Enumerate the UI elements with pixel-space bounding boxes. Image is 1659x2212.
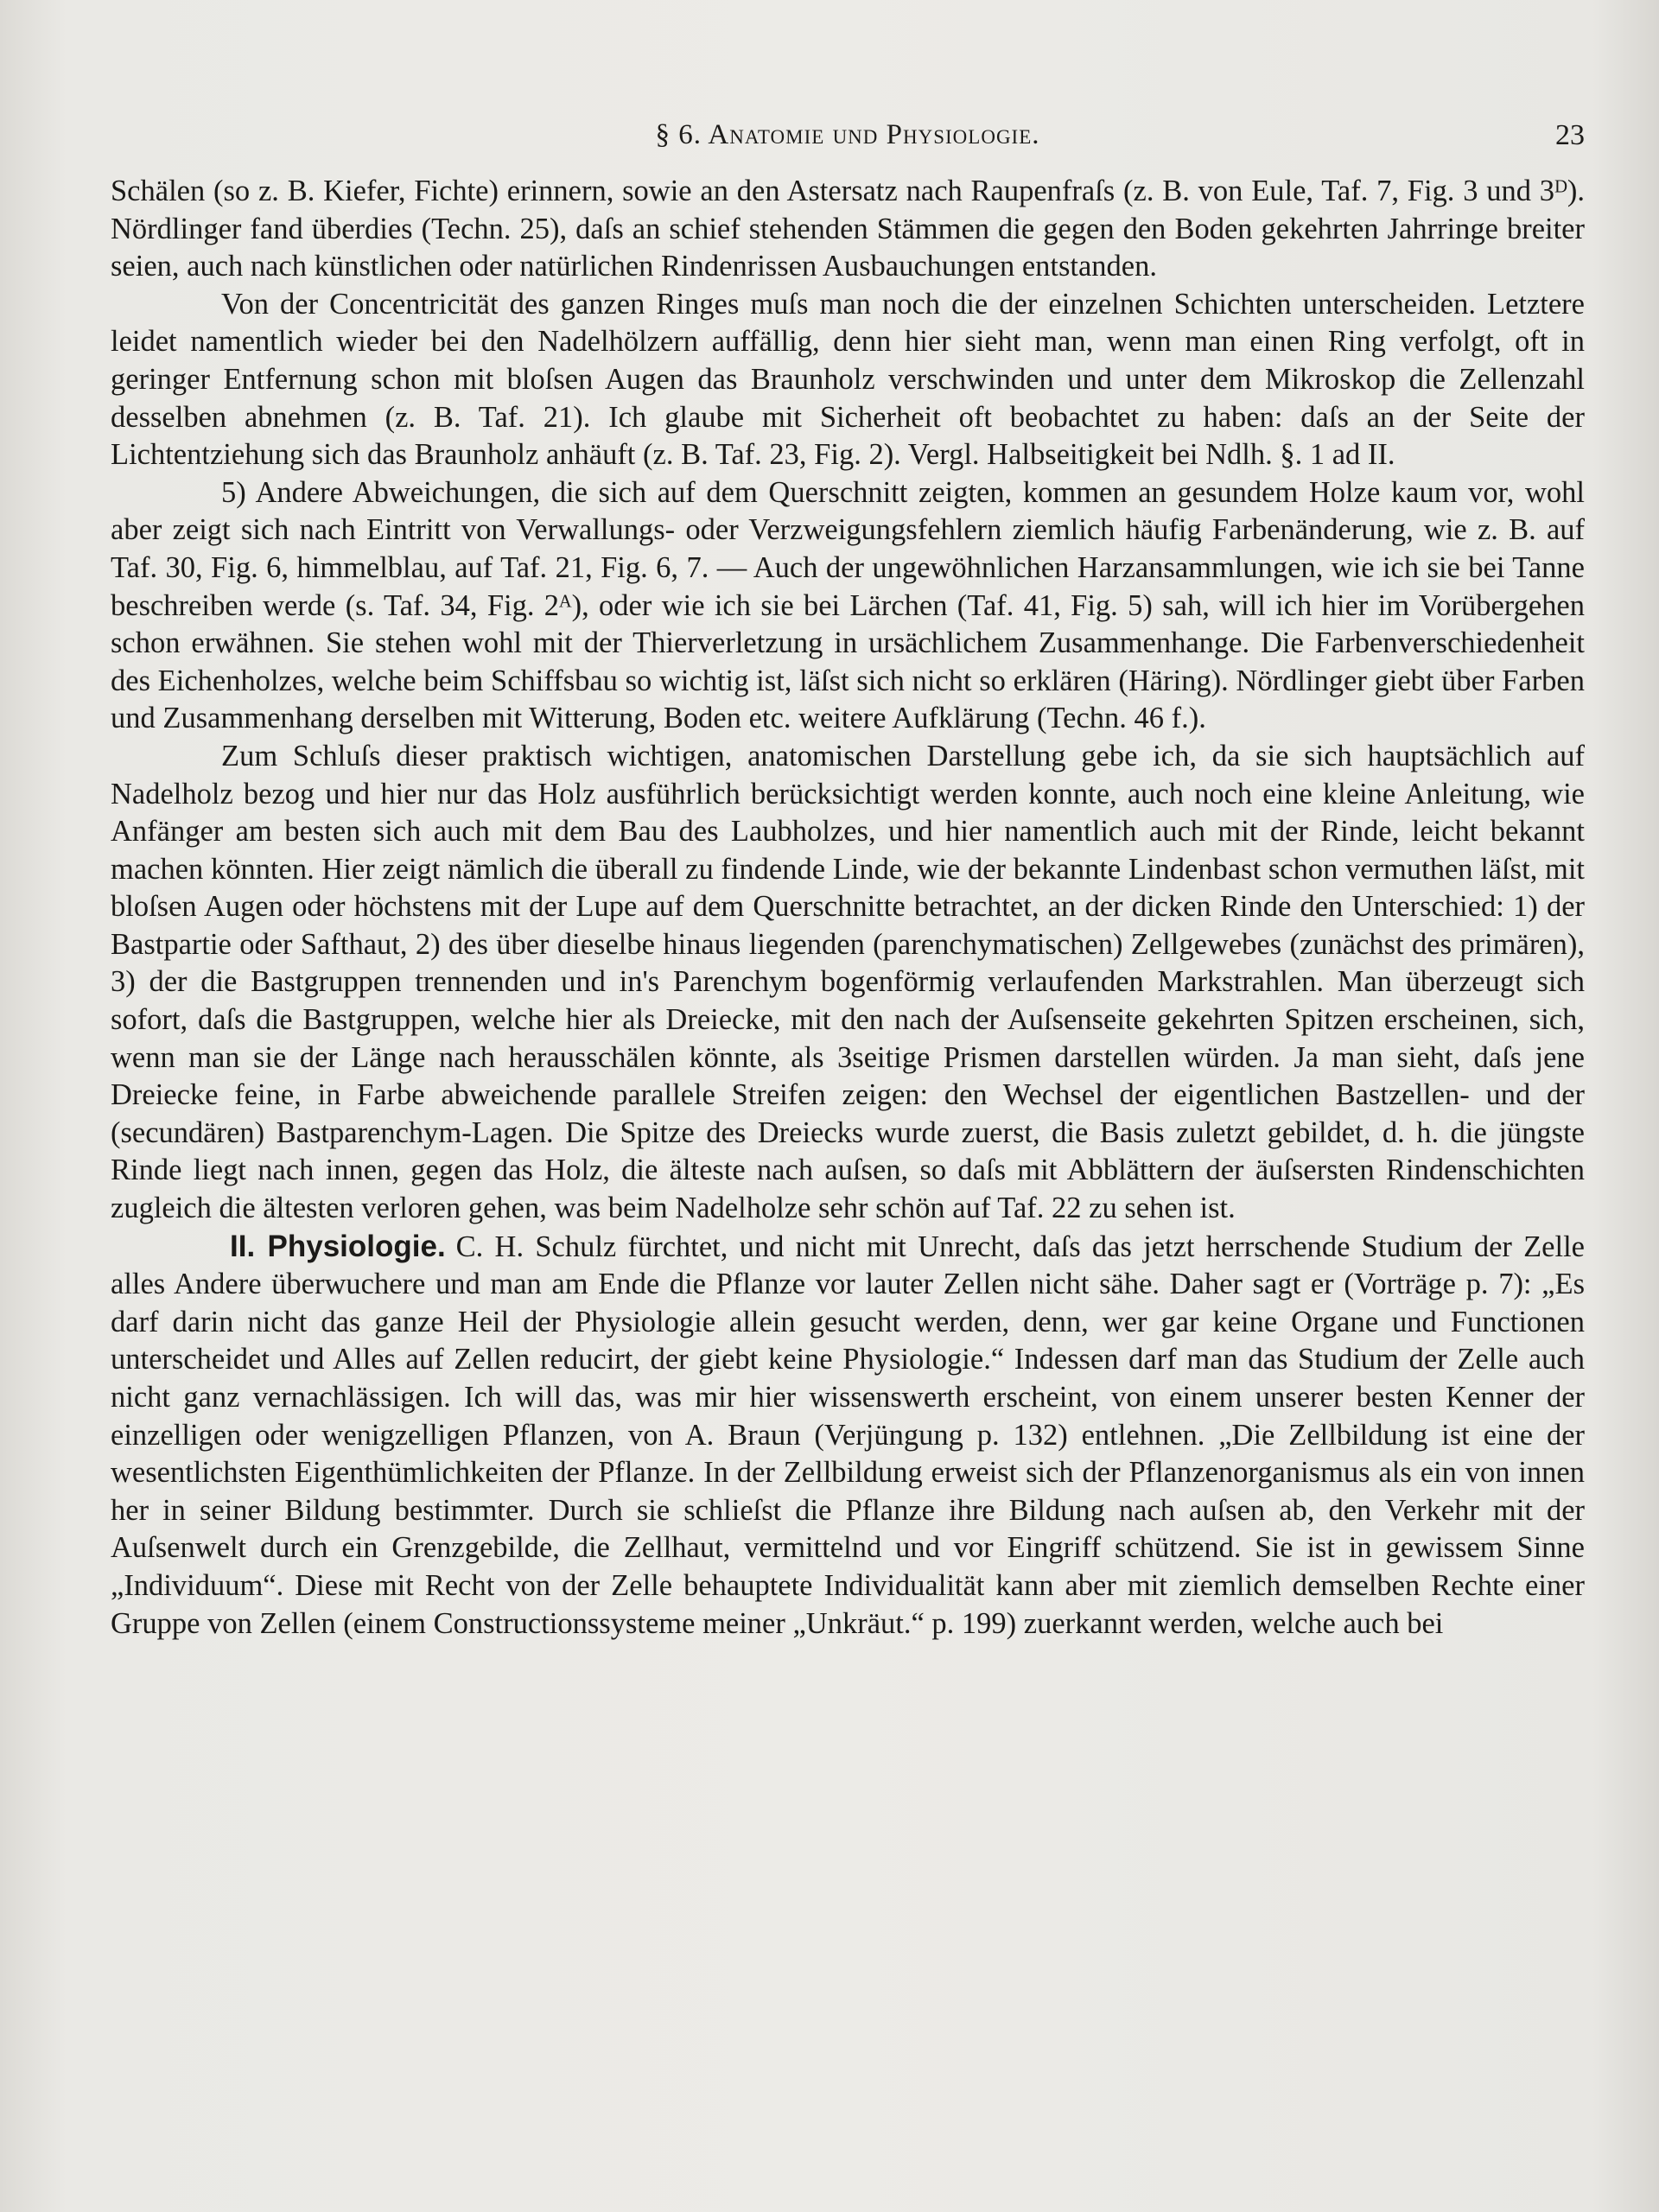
section-heading-physiologie: II. Physiologie. xyxy=(230,1229,446,1263)
paragraph-linde: Zum Schluſs dieser praktisch wichtigen, anatomischen Darstellung gebe ich, da sie sich hauptsächlich auf Nadelholz bezog und hier nur das Holz ausführlich berücksichtigt werden konnte, auch noch eine kleine Anleitung, wie Anfänger am besten sich auch mit dem Bau des Laubholzes, und hier namentlich auch mit der Rinde, leicht bekannt machen könnten. Hier zeigt nämlich die überall zu findende Linde, wie der bekannte Lindenbast schon vermuthen läſst, mit bloſsen Augen oder höchstens mit der Lupe auf dem Querschnitte betrachtet, an der dicken Rinde den Unterschied: 1) der Bastpartie oder Safthaut, 2) des über dieselbe hinaus liegenden (parenchymatischen) Zellgewebes (zunächst des primären), 3) der die Bastgruppen trennenden und in's Parenchym bogenförmig verlaufenden Markstrahlen. Man überzeugt sich sofort, daſs die Bastgruppen, welche hier als Dreiecke, mit den nach der Auſsenseite gekehrten Spitzen erscheinen, sich, wenn man sie der Länge nach herausschälen könnte, als 3seitige Prismen darstellen würden. Ja man sieht, daſs jene Dreiecke feine, in Farbe abweichende parallele Streifen zeigen: den Wechsel der eigentlichen Bastzellen- und der (secundären) Bastparenchym-Lagen. Die Spitze des Dreiecks wurde zuerst, die Basis zuletzt gebildet, d. h. die jüngste Rinde liegt nach innen, gegen das Holz, die älteste nach auſsen, so daſs mit Abblättern der äuſsersten Rindenschichten zugleich die ältesten verloren gehen, was beim Nadelholze sehr schön auf Taf. 22 zu sehen ist. xyxy=(111,739,1585,1225)
paragraph-continuation: Schälen (so z. B. Kiefer, Fichte) erinnern, sowie an den Astersatz nach Raupenfraſs (z. B. von Eule, Taf. 7, Fig. 3 und 3ᴰ). Nördlinger fand überdies (Techn. 25), daſs an schief stehenden Stämmen die gegen den Boden gekehrten Jahrringe breiter seien, auch nach künstlichen oder natürlichen Rindenrissen Ausbauchungen entstanden. xyxy=(111,175,1585,283)
paragraph-physiologie xyxy=(111,1228,1585,1643)
paragraph-abweichungen: 5) Andere Abweichungen, die sich auf dem Querschnitt zeigten, kommen an gesundem Holze kaum vor, wohl aber zeigt sich nach Eintritt von Verwallungs- oder Verzweigungsfehlern ziemlich häufig Farbenänderung, wie z. B. auf Taf. 30, Fig. 6, himmelblau, auf Taf. 21, Fig. 6, 7. — Auch der ungewöhnlichen Harzansammlungen, wie ich sie bei Tanne beschreiben werde (s. Taf. 34, Fig. 2ᴬ), oder wie ich sie bei Lärchen (Taf. 41, Fig. 5) sah, will ich hier im Vorübergehen schon erwähnen. Sie stehen wohl mit der Thierverletzung in ursächlichem Zusammenhange. Die Farbenverschiedenheit des Eichenholzes, welche beim Schiffsbau so wichtig ist, läſst sich nicht so erklären (Häring). Nördlinger giebt über Farben und Zusammenhang derselben mit Witterung, Boden etc. weitere Aufklärung (Techn. 46 f.). xyxy=(111,475,1585,735)
running-head: § 6. Anatomie und Physiologie. xyxy=(655,119,1040,150)
paragraph-concentricity: Von der Concentricität des ganzen Ringes muſs man noch die der einzelnen Schichten unterscheiden. Letztere leidet namentlich wieder bei den Nadelhölzern auffällig, denn hier sieht man, wenn man einen Ring verfolgt, oft in geringer Entfernung schon mit bloſsen Augen das Braunholz verschwinden und unter dem Mikroskop die Zellenzahl desselben abnehmen (z. B. Taf. 21). Ich glaube mit Sicherheit oft beobachtet zu haben: daſs an der Seite der Lichtentziehung sich das Braunholz anhäuft (z. B. Taf. 23, Fig. 2). Vergl. Halbseitigkeit bei Ndlh. §. 1 ad II. xyxy=(111,287,1585,472)
page-header xyxy=(111,119,1585,154)
paragraph-physiologie-text: C. H. Schulz fürchtet, und nicht mit Unrecht, daſs das jetzt herrschende Studium der Zelle alles Andere überwuchere und man am Ende die Pflanze vor lauter Zellen nicht sähe. Daher sagt er (Vorträge p. 7): „Es darf darin nicht das ganze Heil der Physiologie allein gesucht werden, denn, wer gar keine Organe und Functionen unterscheidet und Alles auf Zellen reducirt, der giebt keine Physiologie.“ Indessen darf man das Studium der Zelle auch nicht ganz vernachlässigen. Ich will das, was mir hier wissenswerth erscheint, von einem unserer besten Kenner der einzelligen oder wenigzelligen Pflanzen, von A. Braun (Verjüngung p. 132) entlehnen. „Die Zellbildung ist eine der wesentlichsten Eigenthümlichkeiten der Pflanze. In der Zellbildung erweist sich der Pflanzenorganismus als ein von innen her in seiner Bildung bestimmter. Durch sie schlieſst die Pflanze ihre Bildung nach auſsen ab, den Verkehr mit der Auſsenwelt durch ein Grenzgebilde, die Zellhaut, vermittelnd und vor Eingriff schützend. Sie ist in gewissem Sinne „Individuum“. Diese mit Recht von der Zelle behauptete Individualität kann aber mit ziemlich demselben Rechte einer Gruppe von Zellen (einem Constructionssysteme meiner „Unkräut.“ p. 199) zuerkannt werden, welche auch bei xyxy=(111,1230,1585,1640)
body-text xyxy=(111,173,1585,1643)
page-number: 23 xyxy=(1555,119,1585,151)
